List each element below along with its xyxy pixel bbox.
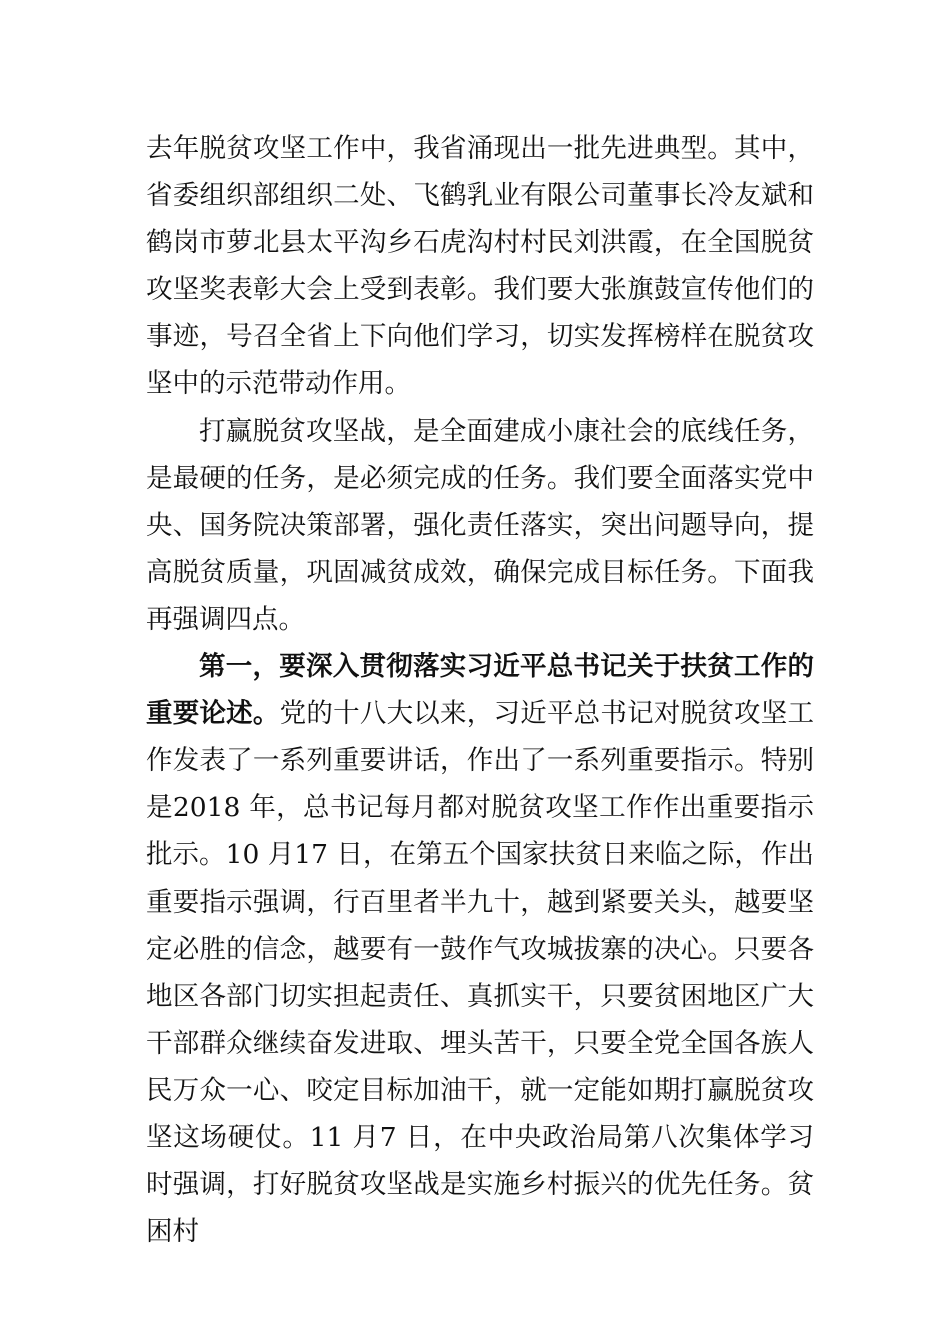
paragraph-text: 党的十八大以来，习近平总书记对脱贫攻坚工作发表了一系列重要讲话，作出了一系列重要指示。特别是2018 年，总书记每月都对脱贫攻坚工作作出重要指示批示。10 月17 日，在第五个国家扶贫日来临之际，作出重要指示强调，行百里者半九十，越到紧要关头，越要坚定必胜的信念，越要有一鼓作气攻城拔寨的决心。只要各地区各部门切实担起责任、真抓实干，只要贫困地区广大干部群众继续奋发进取、埋头苦干，只要全党全国各族人民万众一心、咬定目标加油干，就一定能如期打赢脱贫攻坚这场硬仗。11 月7 日，在中央政治局第八次集体学习时强调，打好脱贫攻坚战是实施乡村振兴的优先任务。贫困村	[146, 698, 815, 1248]
paragraph-bold-lead: 第一，要深入贯彻落实习近平总书记关于扶贫工作的重要论述。	[146, 651, 814, 730]
document-body	[146, 125, 814, 1255]
paragraph-advanced-models	[146, 125, 814, 408]
paragraph-text: 去年脱贫攻坚工作中，我省涌现出一批先进典型。其中，省委组织部组织二处、飞鹤乳业有限公司董事长冷友斌和鹤岗市萝北县太平沟乡石虎沟村村民刘洪霞，在全国脱贫攻坚奖表彰大会上受到表彰。我们要大张旗鼓宣传他们的事迹，号召全省上下向他们学习，切实发挥榜样在脱贫攻坚中的示范带动作用。	[146, 133, 814, 400]
paragraph-first-point	[146, 643, 814, 1255]
paragraph-poverty-task	[146, 408, 814, 643]
paragraph-text: 打赢脱贫攻坚战，是全面建成小康社会的底线任务，是最硬的任务，是必须完成的任务。我们要全面落实党中央、国务院决策部署，强化责任落实，突出问题导向，提高脱贫质量，巩固减贫成效，确保完成目标任务。下面我再强调四点。	[146, 415, 814, 635]
